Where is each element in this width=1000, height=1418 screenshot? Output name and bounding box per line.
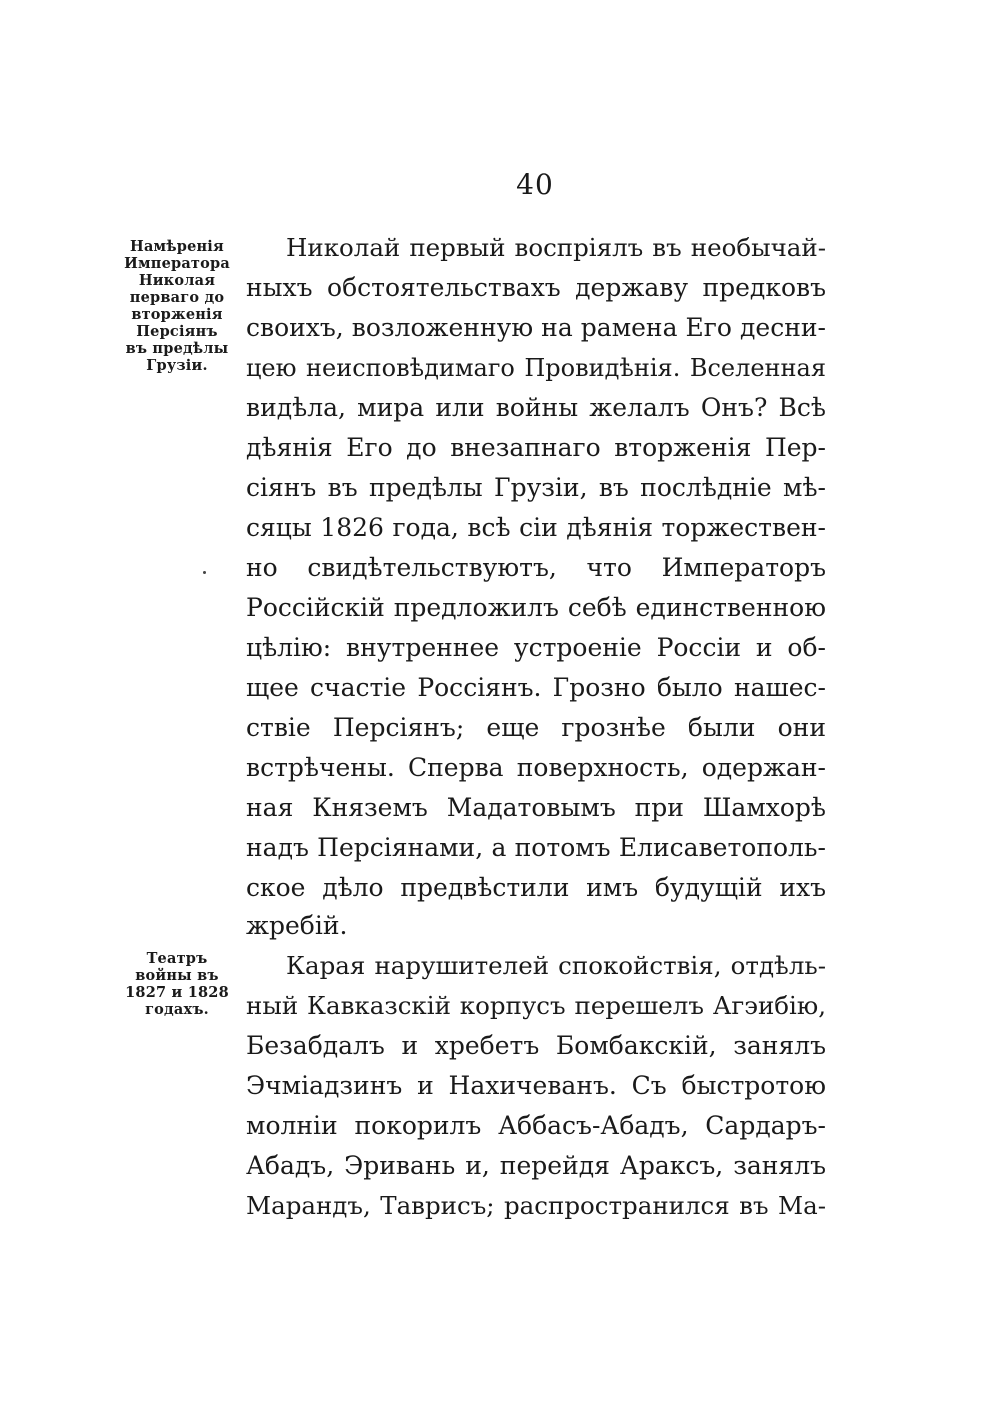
margin-note-line: войны въ	[135, 967, 219, 984]
body-line: ная Княземъ Мадатовымъ при Шамхорѣ	[246, 793, 826, 822]
body-line: жребій.	[246, 911, 348, 940]
body-line: но свидѣтельствуютъ, что Императоръ	[246, 553, 826, 582]
margin-note-line: 1827 и 1828	[125, 984, 229, 1001]
body-line: Россійскій предложилъ себѣ единственною	[246, 593, 826, 622]
page-number: 40	[516, 168, 554, 201]
margin-note-line: вторженія	[131, 306, 223, 323]
margin-note-line: Персіянъ	[136, 323, 218, 340]
body-line: своихъ, возложенную на рамена Его десни-	[246, 313, 826, 342]
body-line: ствіе Персіянъ; еще грознѣе были они	[246, 713, 826, 742]
body-line: сяцы 1826 года, всѣ сіи дѣянія торжествен-	[246, 513, 826, 542]
body-line: молніи покорилъ Аббасъ-Абадъ, Сардаръ-	[246, 1111, 826, 1140]
body-line: ныхъ обстоятельствахъ державу предковъ	[246, 273, 826, 302]
margin-note	[112, 950, 242, 1018]
body-line: Эчміадзинъ и Нахичеванъ. Съ быстротою	[246, 1071, 826, 1100]
body-line: Абадъ, Эривань и, перейдя Араксъ, занялъ	[246, 1151, 826, 1180]
body-line: встрѣчены. Сперва поверхность, одержан-	[246, 753, 826, 782]
stray-dot	[203, 571, 206, 574]
body-line: дѣянія Его до внезапнаго вторженія Пер-	[246, 433, 826, 462]
body-line: ный Кавказскій корпусъ перешелъ Агэибію,	[246, 991, 826, 1020]
body-line: Николай первый воспріялъ въ необычай-	[286, 233, 826, 262]
margin-note	[112, 238, 242, 374]
body-line: сіянъ въ предѣлы Грузіи, въ послѣдніе мѣ-	[246, 473, 826, 502]
body-line: цею неисповѣдимаго Провидѣнія. Вселенная	[246, 354, 826, 382]
margin-note-line: въ предѣлы	[125, 340, 229, 357]
body-line: щее счастіе Россіянъ. Грозно было нашес-	[246, 673, 826, 702]
body-line: цѣлію: внутреннее устроеніе Россіи и об-	[246, 633, 826, 662]
body-line: видѣла, мира или войны желалъ Онъ? Всѣ	[246, 393, 826, 422]
body-line: надъ Персіянами, а потомъ Елисаветополь-	[246, 833, 826, 862]
body-line: Марандъ, Таврисъ; распространился въ Ма-	[246, 1191, 826, 1220]
body-line: Безабдалъ и хребетъ Бомбакскій, занялъ	[246, 1031, 826, 1060]
margin-note-line: Грузіи.	[146, 357, 208, 374]
body-line: Карая нарушителей спокойствія, отдѣль-	[286, 951, 826, 980]
margin-note-line: годахъ.	[145, 1001, 209, 1018]
margin-note-line: Императора	[124, 255, 230, 272]
margin-note-line: Николая	[138, 272, 216, 289]
margin-note-line: перваго до	[129, 289, 225, 306]
margin-note-line: Театръ	[146, 950, 208, 967]
margin-note-line: Намѣренія	[130, 238, 224, 255]
body-line: ское дѣло предвѣстили имъ будущій ихъ	[246, 873, 826, 902]
